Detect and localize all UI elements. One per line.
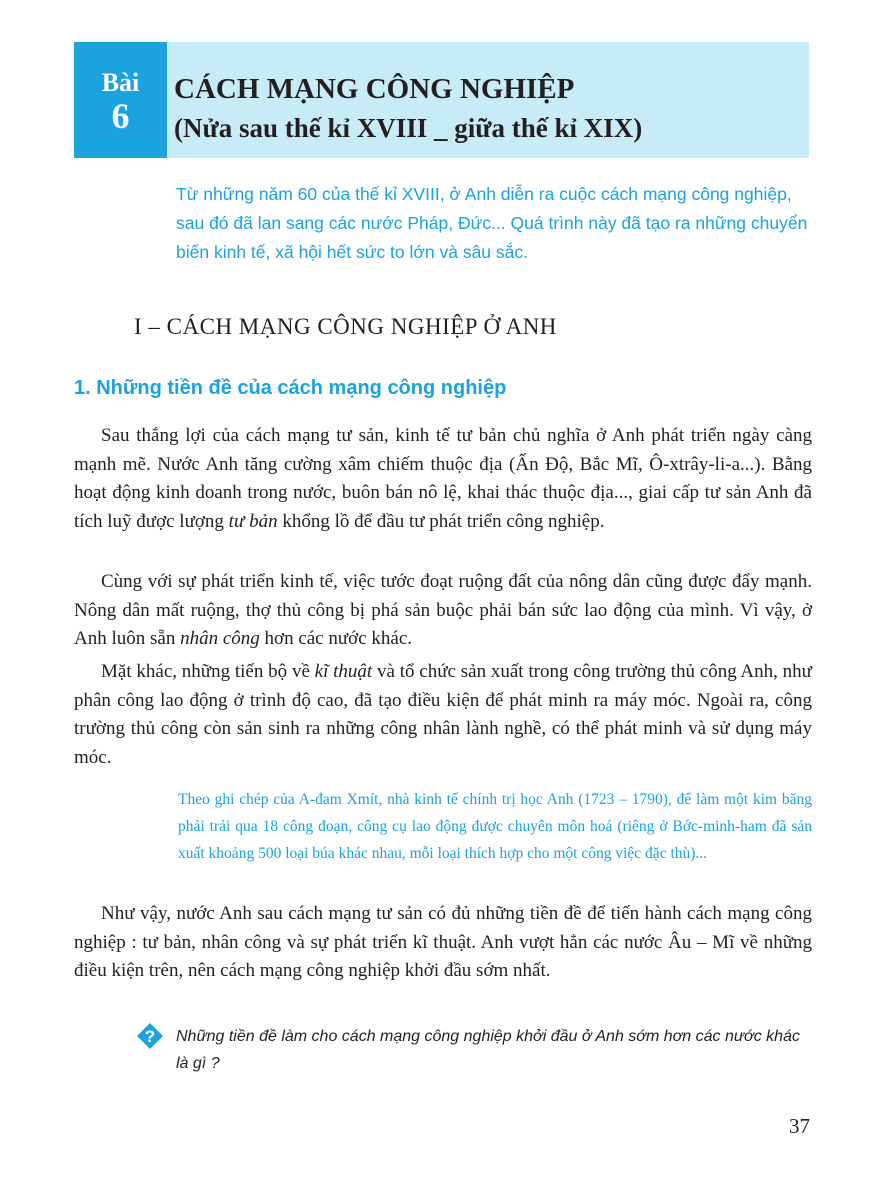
lesson-badge <box>74 42 167 158</box>
paragraph-text: khổng lồ để đầu tư phát triển công nghiệp. <box>277 510 605 532</box>
reference-note: Theo ghi chép của A-đam Xmít, nhà kinh tế chính trị học Anh (1723 – 1790), để làm một kim băng phải trải qua 18 công đoạn, công cụ lao động được chuyên môn hoá (riêng ở Bớc-minh-ham đã sản xuất khoảng 500 loại búa khác nhau, mỗi loại thích hợp cho một công việc đặc thù)... <box>178 791 812 862</box>
question-diamond-icon <box>137 1023 163 1049</box>
page-number: 37 <box>789 1114 810 1138</box>
lesson-header <box>74 42 809 158</box>
body-paragraph <box>74 568 812 654</box>
intro-paragraph: Từ những năm 60 của thế kỉ XVIII, ở Anh diễn ra cuộc cách mạng công nghiệp, sau đó đã lan sang các nước Pháp, Đức... Quá trình này đã tạo ra những chuyển biến kinh tế, xã hội hết sức to lớn và sâu sắc. <box>176 184 808 262</box>
lesson-title: CÁCH MẠNG CÔNG NGHIỆP <box>174 73 575 105</box>
paragraph-text: Cùng với sự phát triển kinh tế, việc tước đoạt ruộng đất của nông dân cũng được đẩy mạnh. Nông dân mất ruộng, thợ thủ công bị phá sản buộc phải bán sức lao động của mình. Vì vậy, ở Anh luôn sẵn <box>74 571 812 649</box>
emphasis-term: tư bản <box>228 510 278 532</box>
subsection-heading: 1. Những tiền đề của cách mạng công nghiệp <box>74 377 507 399</box>
svg-text:?: ? <box>144 1027 156 1046</box>
emphasis-term: nhân công <box>180 628 260 649</box>
section-heading: I – CÁCH MẠNG CÔNG NGHIỆP Ở ANH <box>134 314 557 339</box>
lesson-subtitle: (Nửa sau thế kỉ XVIII _ giữa thế kỉ XIX) <box>174 113 643 143</box>
emphasis-term: kĩ thuật <box>314 661 373 682</box>
paragraph-text: Mặt khác, những tiến bộ về <box>101 661 315 682</box>
question-text: Những tiền đề làm cho cách mạng công nghiệp khởi đầu ở Anh sớm hơn các nước khác là gì ? <box>176 1028 800 1072</box>
paragraph-text: Sau thắng lợi của cách mạng tư sản, kinh tế tư bản chủ nghĩa ở Anh phát triển ngày càng mạnh mẽ. Nước Anh tăng cường xâm chiếm thuộc địa (Ấn Độ, Bắc Mĩ, Ô-xtrây-li-a...). Bằng hoạt động kinh doanh trong nước, buôn bán nô lệ, khai thác thuộc địa..., giai cấp tư sản Anh đã tích luỹ được lượng <box>74 425 812 532</box>
body-paragraph <box>74 422 812 536</box>
lesson-word: Bài <box>101 68 140 97</box>
body-paragraph <box>74 658 812 772</box>
body-paragraph: Như vậy, nước Anh sau cách mạng tư sản có đủ những tiền đề để tiến hành cách mạng công nghiệp : tư bản, nhân công và sự phát triển kĩ thuật. Anh vượt hẳn các nước Âu – Mĩ về những điều kiện trên, nên cách mạng công nghiệp khởi đầu sớm nhất. <box>74 903 812 981</box>
lesson-number: 6 <box>111 96 130 136</box>
paragraph-text: và tổ chức sản xuất trong công trường thủ công Anh, như phân công lao động ở trình độ cao, đã tạo điều kiện để phát minh ra máy móc. Ngoài ra, công trường thủ công còn sản sinh ra những công nhân lành nghề, có thể phát minh và sử dụng máy móc. <box>74 661 812 768</box>
paragraph-text: hơn các nước khác. <box>259 628 413 649</box>
